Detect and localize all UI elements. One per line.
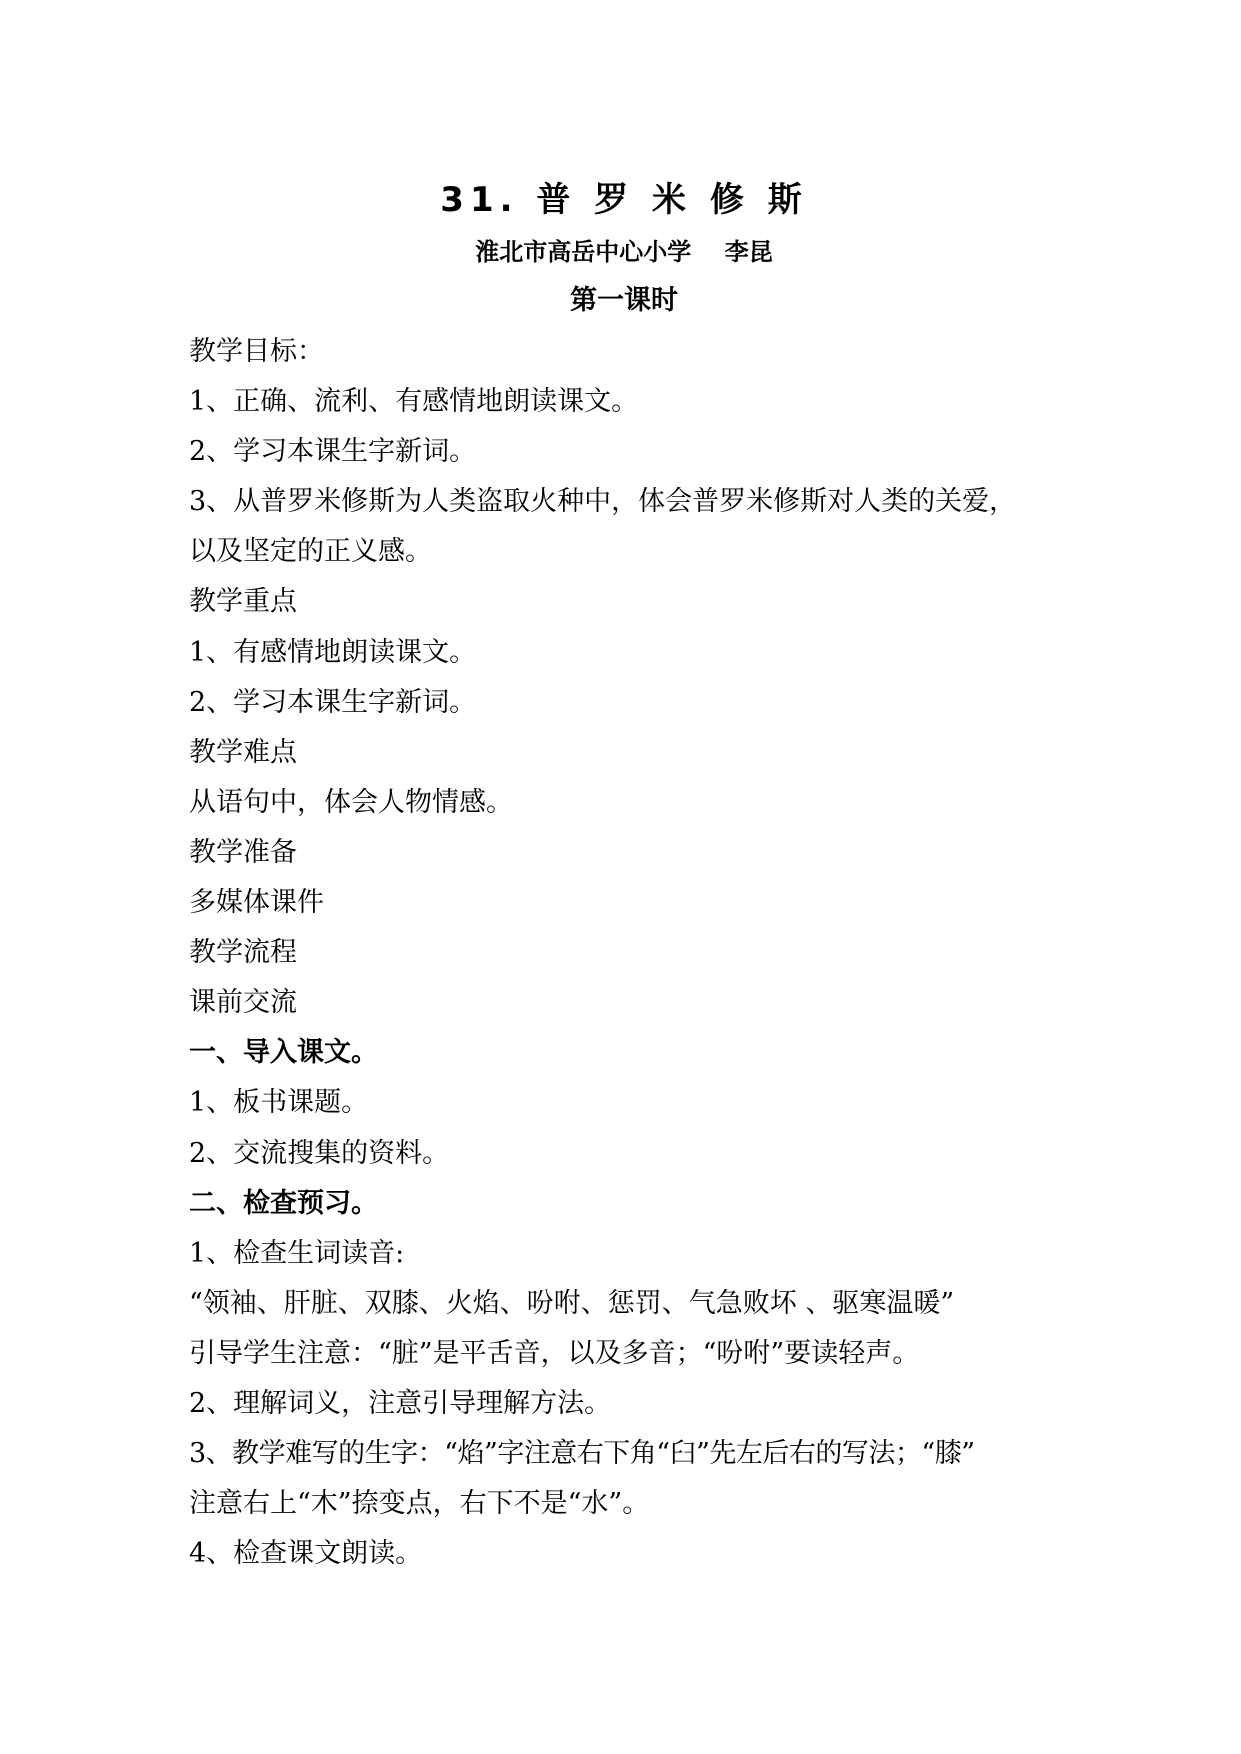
text-line: 1、正确、流利、有感情地朗读课文。 [189,386,639,418]
text-line: 2、理解词义，注意引导理解方法。 [189,1387,612,1419]
section-heading: 教学重点 [189,586,297,618]
document-title: 31. 普 罗 米 修 斯 [440,180,808,220]
text-line: 课前交流 [189,987,297,1019]
section-heading: 教学难点 [189,736,297,768]
text-line: 1、检查生词读音: [189,1237,405,1269]
section-heading: 教学流程 [189,937,297,969]
author-line: 淮北市高岳中心小学 李昆 [475,237,773,266]
lesson-heading: 第一课时 [570,285,678,316]
text-line: 以及坚定的正义感。 [189,536,432,568]
text-line: 4、检查课文朗读。 [189,1538,423,1570]
text-line: 1、有感情地朗读课文。 [189,636,477,668]
text-line: 多媒体课件 [189,887,324,919]
section-heading: 教学目标： [189,336,324,367]
text-line: “领袖、肝脏、双膝、火焰、吩咐、惩罚、气急败坏 、驱寒温暖” [189,1287,955,1319]
section-heading: 教学准备 [189,836,297,868]
text-line: 引导学生注意：“脏”是平舌音，以及多音；“吩咐”要读轻声。 [189,1337,920,1369]
numbered-section-heading: 一、导入课文。 [189,1037,378,1069]
text-line: 2、学习本课生字新词。 [189,436,477,468]
text-line: 3、从普罗米修斯为人类盗取火种中，体会普罗米修斯对人类的关爱， [189,486,1017,518]
text-line: 2、学习本课生字新词。 [189,686,477,718]
text-line: 3、教学难写的生字：“焰”字注意右下角“臼”先左后右的写法；“膝” [189,1438,975,1470]
text-line: 从语句中，体会人物情感。 [189,786,513,818]
numbered-section-heading: 二、检查预习。 [189,1187,378,1219]
text-line: 2、交流搜集的资料。 [189,1137,450,1169]
document-body [189,327,1059,1579]
text-line: 注意右上“木”捺变点，右下不是“水”。 [189,1488,650,1520]
text-line: 1、板书课题。 [189,1087,369,1119]
